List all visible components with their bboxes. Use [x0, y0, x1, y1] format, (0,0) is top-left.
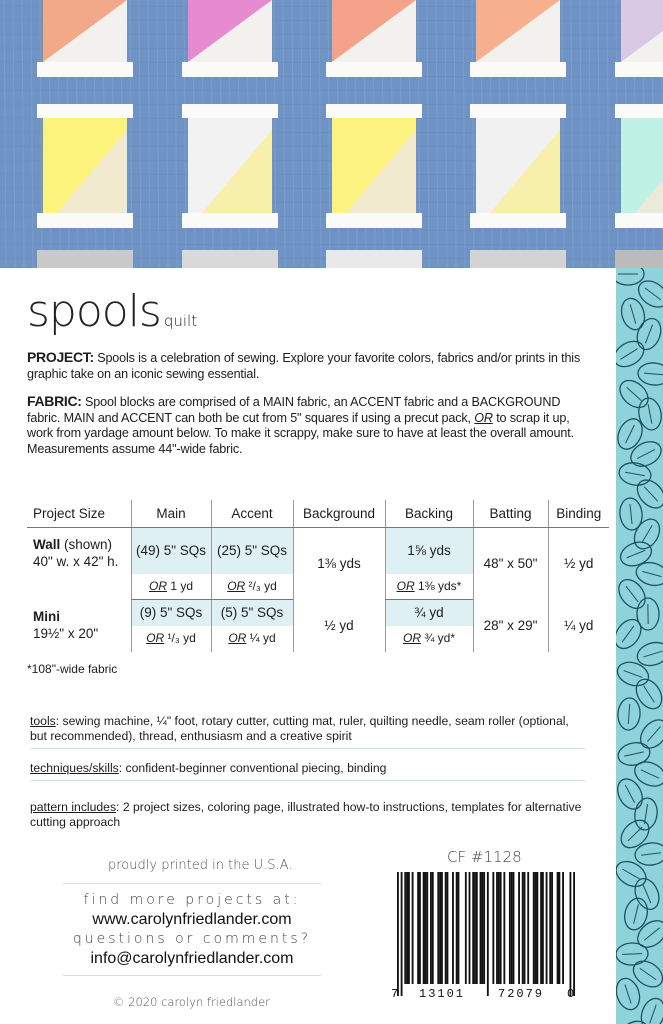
spool-end — [615, 104, 663, 118]
leaf-vein — [625, 472, 645, 475]
spool-end — [326, 213, 422, 228]
barcode-bar — [417, 872, 419, 984]
leaf-vein — [644, 373, 663, 375]
header-batting: Batting — [473, 500, 548, 528]
barcode-bar — [511, 872, 513, 984]
barcode-bar — [500, 872, 502, 984]
quilting-line — [22, 0, 24, 268]
includes-text: : 2 project sizes, coloring page, illustrated how-to instructions, templates for alternative cutting approach — [30, 800, 582, 829]
includes-label: pattern includes — [30, 800, 117, 814]
spool-end — [326, 62, 422, 77]
printed-in-usa: proudly printed in the U.S.A. — [108, 858, 293, 873]
or-word: OR — [148, 578, 167, 593]
barcode-bar — [573, 872, 575, 996]
leaf-vein — [630, 504, 632, 524]
quilting-line — [4, 0, 6, 268]
barcode-bar — [406, 872, 408, 984]
quilting-line — [445, 0, 447, 268]
barcode-bar — [551, 872, 553, 984]
mini-size-cell — [27, 600, 131, 652]
barcode-bar — [469, 872, 471, 984]
leaf-vein — [644, 686, 655, 703]
spool-end — [470, 250, 566, 268]
wall-background: 1⅜ yds — [293, 528, 385, 600]
barcode-bar — [509, 872, 511, 984]
leaf-vein — [650, 1005, 657, 1024]
barcode-bar — [437, 872, 439, 984]
leaf-vein — [637, 449, 655, 458]
quilting-line — [139, 0, 141, 268]
mini-main-yardage-text: ¹/₃ yd — [167, 631, 196, 645]
leaf-vein — [622, 954, 642, 955]
title-sub: quilt — [163, 312, 198, 330]
barcode-bar — [447, 872, 449, 984]
barcode-bar — [426, 872, 428, 984]
header-backing: Backing — [385, 500, 473, 528]
barcode-bar — [476, 872, 478, 984]
mini-main-squares: (9) 5" SQs — [131, 600, 211, 626]
leaf-vein — [634, 904, 639, 923]
wall-dims: 40" w. x 42" h. — [33, 554, 119, 569]
barcode-bar — [535, 872, 537, 984]
leaf-icon — [616, 856, 650, 891]
wall-size-cell — [27, 528, 131, 600]
spool-end — [470, 213, 566, 228]
or-word: OR — [227, 578, 246, 593]
quilting-line — [301, 0, 303, 268]
header-project-size: Project Size — [27, 500, 131, 528]
wall-note: (shown) — [64, 537, 113, 552]
techniques-label: techniques/skills — [30, 761, 119, 775]
wall-accent-squares — [211, 528, 293, 574]
includes-line — [30, 800, 586, 834]
barcode-bar — [401, 872, 403, 996]
leaf-icon — [616, 1016, 652, 1024]
leaf-icon — [616, 775, 647, 814]
leaf-vein — [648, 404, 652, 424]
barcode-bar — [483, 872, 485, 984]
leaf-icon — [616, 336, 648, 372]
wall-accent-squares-text: (25) 5" SQs — [216, 543, 288, 559]
header-binding: Binding — [548, 500, 609, 528]
barcode-bar — [540, 872, 542, 984]
barcode-bar — [487, 872, 489, 996]
quilting-line — [463, 0, 465, 268]
or-word: OR — [402, 631, 421, 645]
barcode-bar — [480, 872, 482, 984]
wall-main-squares — [131, 528, 211, 574]
quilting-line — [292, 0, 294, 268]
wall-main-squares-text: (49) 5" SQs — [135, 543, 207, 559]
tools-text: : sewing machine, ¼" foot, rotary cutter, cutting mat, ruler, quilting needle, seam roller (optional, but recommended), thread, enthusiasm and a creative spirit — [30, 714, 569, 743]
barcode-bar — [524, 872, 526, 984]
barcode-bar — [496, 872, 498, 984]
barcode-bar — [542, 872, 544, 984]
barcode-bar — [419, 872, 421, 984]
or-word: OR — [146, 631, 165, 645]
fabric-text-1: Spool blocks are comprised of a MAIN fabric, an ACCENT fabric and a BACKGROUND fabric. MAIN and ACCENT can both be cut from 5" squares if using a precut pack, — [27, 395, 561, 425]
spool-end — [470, 62, 566, 77]
barcode-bar — [533, 872, 535, 984]
wall-main-yardage-text: 1 yd — [170, 578, 194, 593]
fabric-requirements-table — [27, 500, 609, 652]
leaf-vein — [628, 827, 642, 841]
leaf-vein — [630, 304, 636, 323]
wall-accent-yardage — [211, 574, 293, 600]
barcode-bar — [404, 872, 406, 984]
leaf-vein — [626, 586, 638, 602]
leaf-vein — [645, 288, 661, 300]
mini-background: ½ yd — [293, 600, 385, 652]
quilting-line — [607, 0, 609, 268]
quilting-line — [319, 0, 321, 268]
pattern-number: CF #1128 — [447, 848, 522, 866]
leaf-vein — [621, 349, 638, 360]
leaf-vein — [644, 928, 660, 941]
leaf-vein — [644, 487, 658, 502]
techniques-text: : confident-beginner conventional piecing, binding — [118, 761, 387, 775]
wall-name: Wall — [33, 537, 61, 552]
fabric-label: FABRIC: — [27, 393, 82, 409]
header-background: Background — [293, 500, 385, 528]
barcode-bar — [472, 872, 474, 984]
leaf-vein — [622, 869, 639, 879]
pattern-back-content — [0, 268, 616, 1024]
fabric-text-2: to scrap it up, work from yardage amount below. To make it scrappy, make sure to have at least the overall amount. Measurements assume 44"-wide fabric. — [27, 410, 574, 456]
tools-label: tools — [30, 714, 56, 728]
wall-binding: ½ yd — [548, 528, 609, 600]
leaf-vein — [645, 325, 652, 344]
project-text: Spools is a celebration of sewing. Explore your favorite colors, fabrics and/or prints in this graphic take on an iconic sewing essential. — [27, 351, 581, 381]
spool-end — [615, 62, 663, 77]
spool-end — [182, 213, 278, 228]
quilting-line — [148, 0, 150, 268]
leaf-icon — [633, 915, 663, 952]
wall-main-yardage — [131, 574, 211, 600]
leaf-vein — [622, 626, 634, 642]
contact-block — [63, 883, 321, 976]
copyright: © 2020 carolyn friedlander — [113, 995, 270, 1009]
barcode-bar — [423, 872, 425, 984]
project-paragraph — [27, 350, 592, 382]
table-row-wall — [27, 528, 609, 574]
leaf-icon — [633, 315, 663, 353]
wide-fabric-footnote: *108"-wide fabric — [27, 662, 118, 676]
leaf-icon — [629, 515, 663, 554]
barcode-bar — [441, 872, 443, 984]
leaf-vein — [626, 425, 635, 443]
leaf-icon — [616, 415, 647, 453]
techniques-line — [30, 761, 586, 781]
barcode-bar — [498, 872, 500, 984]
quilting-line — [598, 0, 600, 268]
barcode-bar — [536, 872, 538, 984]
leaf-vein — [641, 853, 661, 855]
barcode — [397, 872, 575, 998]
mini-batting: 28" x 29" — [473, 600, 548, 652]
spool-end — [37, 250, 133, 268]
barcode-bar — [445, 872, 447, 984]
barcode-bar — [456, 872, 458, 984]
website-link[interactable]: www.carolynfriedlander.com — [92, 911, 292, 928]
quilting-line — [283, 0, 285, 268]
barcode-bar — [522, 872, 524, 984]
leaf-vein — [641, 770, 659, 778]
barcode-bar — [412, 872, 414, 984]
mini-accent-yardage-text: ¼ yd — [249, 631, 276, 645]
quilting-line — [571, 0, 573, 268]
leaf-vein — [628, 704, 629, 724]
leaf-vein — [624, 671, 643, 678]
tools-line — [30, 714, 586, 749]
mini-backing-alt-text: ¾ yd* — [424, 631, 456, 645]
quilting-line — [175, 0, 177, 268]
spool-end — [37, 104, 133, 118]
leaf-vein — [627, 387, 642, 400]
spool-end — [182, 250, 278, 268]
barcode-bar — [458, 872, 460, 984]
barcode-bar — [518, 872, 520, 984]
barcode-bar — [481, 872, 483, 984]
header-main: Main — [131, 500, 211, 528]
leaf-vein — [627, 550, 646, 557]
spool-end — [326, 250, 422, 268]
barcode-digit-left: 7 — [391, 987, 399, 1001]
mini-backing: ¾ yd — [385, 600, 473, 626]
quilt-photo — [0, 0, 663, 268]
wall-backing: 1⅝ yds — [385, 528, 473, 574]
wall-batting: 48" x 50" — [473, 528, 548, 600]
or-word: OR — [396, 578, 415, 593]
barcode-digit-right: 0 — [567, 987, 575, 1001]
spool-end — [470, 104, 566, 118]
mini-dims: 19½" x 20" — [33, 625, 99, 641]
leaf-vein — [640, 968, 656, 979]
leaf-vein — [647, 726, 660, 741]
quilting-line — [454, 0, 456, 268]
barcode-bar — [432, 872, 434, 984]
project-label: PROJECT: — [27, 349, 94, 365]
title-main: spools — [27, 286, 161, 337]
barcode-bar — [513, 872, 515, 984]
barcode-group-1: 13101 — [419, 987, 466, 1001]
leaf-icon — [634, 276, 663, 313]
barcode-bar — [465, 872, 467, 984]
quilting-line — [166, 0, 168, 268]
quilting-line — [157, 0, 159, 268]
barcode-bar — [546, 872, 548, 984]
spool-end — [615, 250, 663, 268]
leaf-icon — [616, 575, 651, 614]
barcode-bar — [474, 872, 476, 984]
leaf-icon — [631, 757, 663, 790]
wall-backing-alt-text: 1⅜ yds* — [417, 578, 462, 593]
barcode-bar — [569, 872, 571, 996]
mini-binding: ¼ yd — [548, 600, 609, 652]
spool-end — [326, 104, 422, 118]
leaf-vein — [642, 525, 652, 542]
quilting-line — [0, 90, 663, 91]
quilting-line — [436, 0, 438, 268]
quilting-line — [427, 0, 429, 268]
barcode-bar — [425, 872, 427, 984]
find-more-text: find more projects at: — [83, 892, 301, 908]
quilting-line — [580, 0, 582, 268]
questions-text: questions or comments? — [72, 931, 312, 947]
barcode-bar — [503, 872, 505, 984]
fabric-paragraph — [27, 394, 592, 457]
quilting-line — [31, 0, 33, 268]
leaf-vein — [643, 651, 662, 657]
fabric-or: OR — [474, 410, 493, 425]
spool-end — [615, 213, 663, 228]
table-row-mini — [27, 600, 609, 626]
wall-accent-yardage-text: ²/₃ yd — [248, 578, 277, 593]
leaf-icon — [616, 268, 644, 285]
barcode-bar — [492, 872, 494, 984]
leaf-vein — [642, 571, 661, 576]
spool-end — [182, 104, 278, 118]
mini-accent-squares: (5) 5" SQs — [211, 600, 293, 626]
spool-end — [37, 62, 133, 77]
leaf-pattern — [616, 268, 663, 1024]
quilting-line — [589, 0, 591, 268]
pattern-title — [27, 286, 197, 337]
or-word: OR — [228, 631, 247, 645]
barcode-bar — [397, 872, 399, 996]
barcode-bar — [527, 872, 529, 984]
wall-backing-alt — [385, 574, 473, 600]
email-link[interactable]: info@carolynfriedlander.com — [90, 950, 294, 967]
leaf-vein — [625, 984, 631, 1003]
table-header-row — [27, 500, 609, 528]
leaf-icon — [629, 956, 663, 992]
header-accent: Accent — [211, 500, 293, 528]
barcode-group-2: 72079 — [498, 987, 545, 1001]
quilt-illustration — [0, 0, 663, 268]
leaf-fabric-strip — [616, 268, 663, 1024]
quilting-line — [310, 0, 312, 268]
leaf-icon — [637, 995, 663, 1024]
barcode-bar — [408, 872, 410, 984]
barcode-bar — [562, 872, 564, 984]
mini-main-yardage — [131, 626, 211, 652]
mini-accent-yardage — [211, 626, 293, 652]
barcode-bar — [439, 872, 441, 984]
barcode-bar — [452, 872, 454, 984]
leaf-vein — [625, 785, 634, 803]
spool-end — [182, 62, 278, 77]
barcode-bar — [549, 872, 551, 984]
quilting-line — [13, 0, 15, 268]
barcode-bar — [430, 872, 432, 984]
barcode-bar — [558, 872, 560, 984]
mini-backing-alt — [385, 626, 473, 652]
spool-end — [37, 213, 133, 228]
mini-name: Mini — [33, 608, 60, 624]
leaf-icon — [632, 475, 663, 513]
leaf-vein — [624, 752, 644, 756]
barcode-bar — [557, 872, 559, 984]
